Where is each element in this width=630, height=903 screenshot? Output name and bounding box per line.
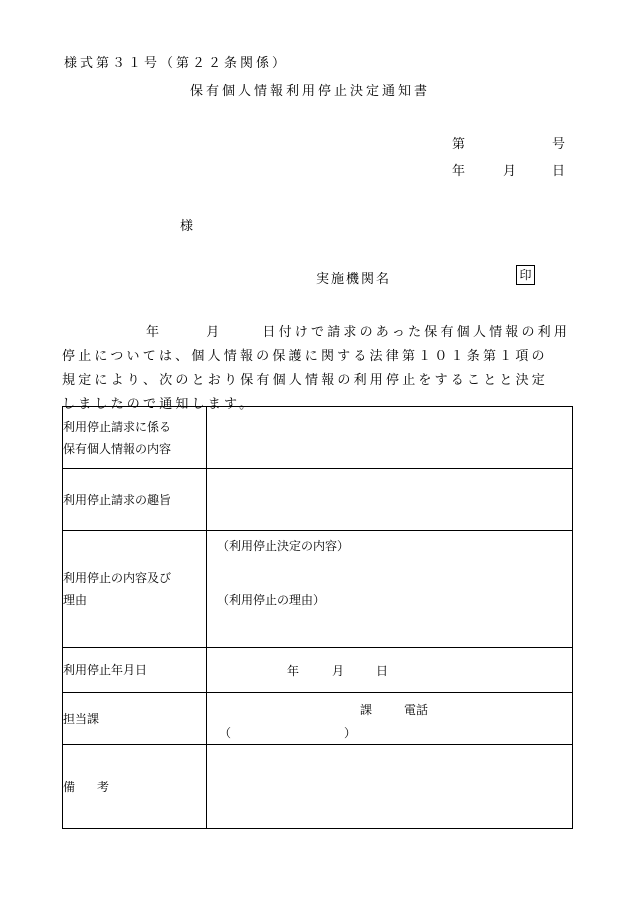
table-row [63, 531, 573, 648]
row-value-subject-info[interactable] [207, 407, 573, 469]
suspension-month: 月 [332, 664, 345, 678]
row-label-subject-info: 利用停止請求に係る 保有個人情報の内容 [63, 407, 207, 469]
reference-number-suffix: 号 [552, 137, 566, 152]
row-label-suspension-date: 利用停止年月日 [63, 648, 207, 693]
date-month-label: 月 [503, 164, 517, 179]
table-row [63, 693, 573, 745]
table-row [63, 745, 573, 829]
paren-close: ） [344, 726, 357, 740]
agency-name-label: 実施機関名 [316, 272, 392, 287]
body-line-3: 規定により、次のとおり保有個人情報の利用停止をすることと決定 [62, 373, 549, 388]
row-label-content-reason: 利用停止の内容及び 理由 [63, 531, 207, 648]
document-title: 保有個人情報利用停止決定通知書 [190, 84, 431, 99]
row-label-request-purpose: 利用停止請求の趣旨 [63, 469, 207, 531]
row-value-request-purpose[interactable] [207, 469, 573, 531]
row-value-remarks[interactable] [207, 745, 573, 829]
decision-table [62, 406, 573, 829]
row-label-responsible-section: 担当課 [63, 693, 207, 745]
seal-box: 印 [516, 265, 535, 285]
body-year: 年 [146, 325, 163, 340]
section-label: 課 [360, 703, 373, 717]
date-year-label: 年 [452, 164, 466, 179]
suspension-year: 年 [287, 664, 300, 678]
body-line-4: しましたので通知します。 [62, 397, 256, 412]
decision-content-label: （利用停止決定の内容） [217, 539, 350, 553]
addressee-suffix: 様 [180, 219, 194, 234]
body-line-1 [146, 321, 570, 340]
form-number: 様式第３１号（第２２条関係） [64, 56, 289, 71]
date-day-label: 日 [552, 164, 566, 179]
paren-open: （ [219, 726, 232, 740]
body-month: 月 [206, 325, 223, 340]
table-row [63, 407, 573, 469]
phone-label: 電話 [404, 703, 429, 717]
suspension-day: 日 [376, 664, 389, 678]
table-row [63, 648, 573, 693]
table-row [63, 469, 573, 531]
body-line-1-text: 日付けで請求のあった保有個人情報の利用 [262, 325, 571, 340]
row-value-responsible-section[interactable] [207, 693, 573, 745]
reference-number-label: 第 [452, 137, 466, 152]
row-label-remarks: 備考 [63, 745, 207, 829]
reason-label: （利用停止の理由） [217, 593, 326, 607]
row-value-content-reason[interactable] [207, 531, 573, 648]
body-line-2: 停止については、個人情報の保護に関する法律第１０１条第１項の [62, 349, 548, 364]
row-value-suspension-date[interactable] [207, 648, 573, 693]
